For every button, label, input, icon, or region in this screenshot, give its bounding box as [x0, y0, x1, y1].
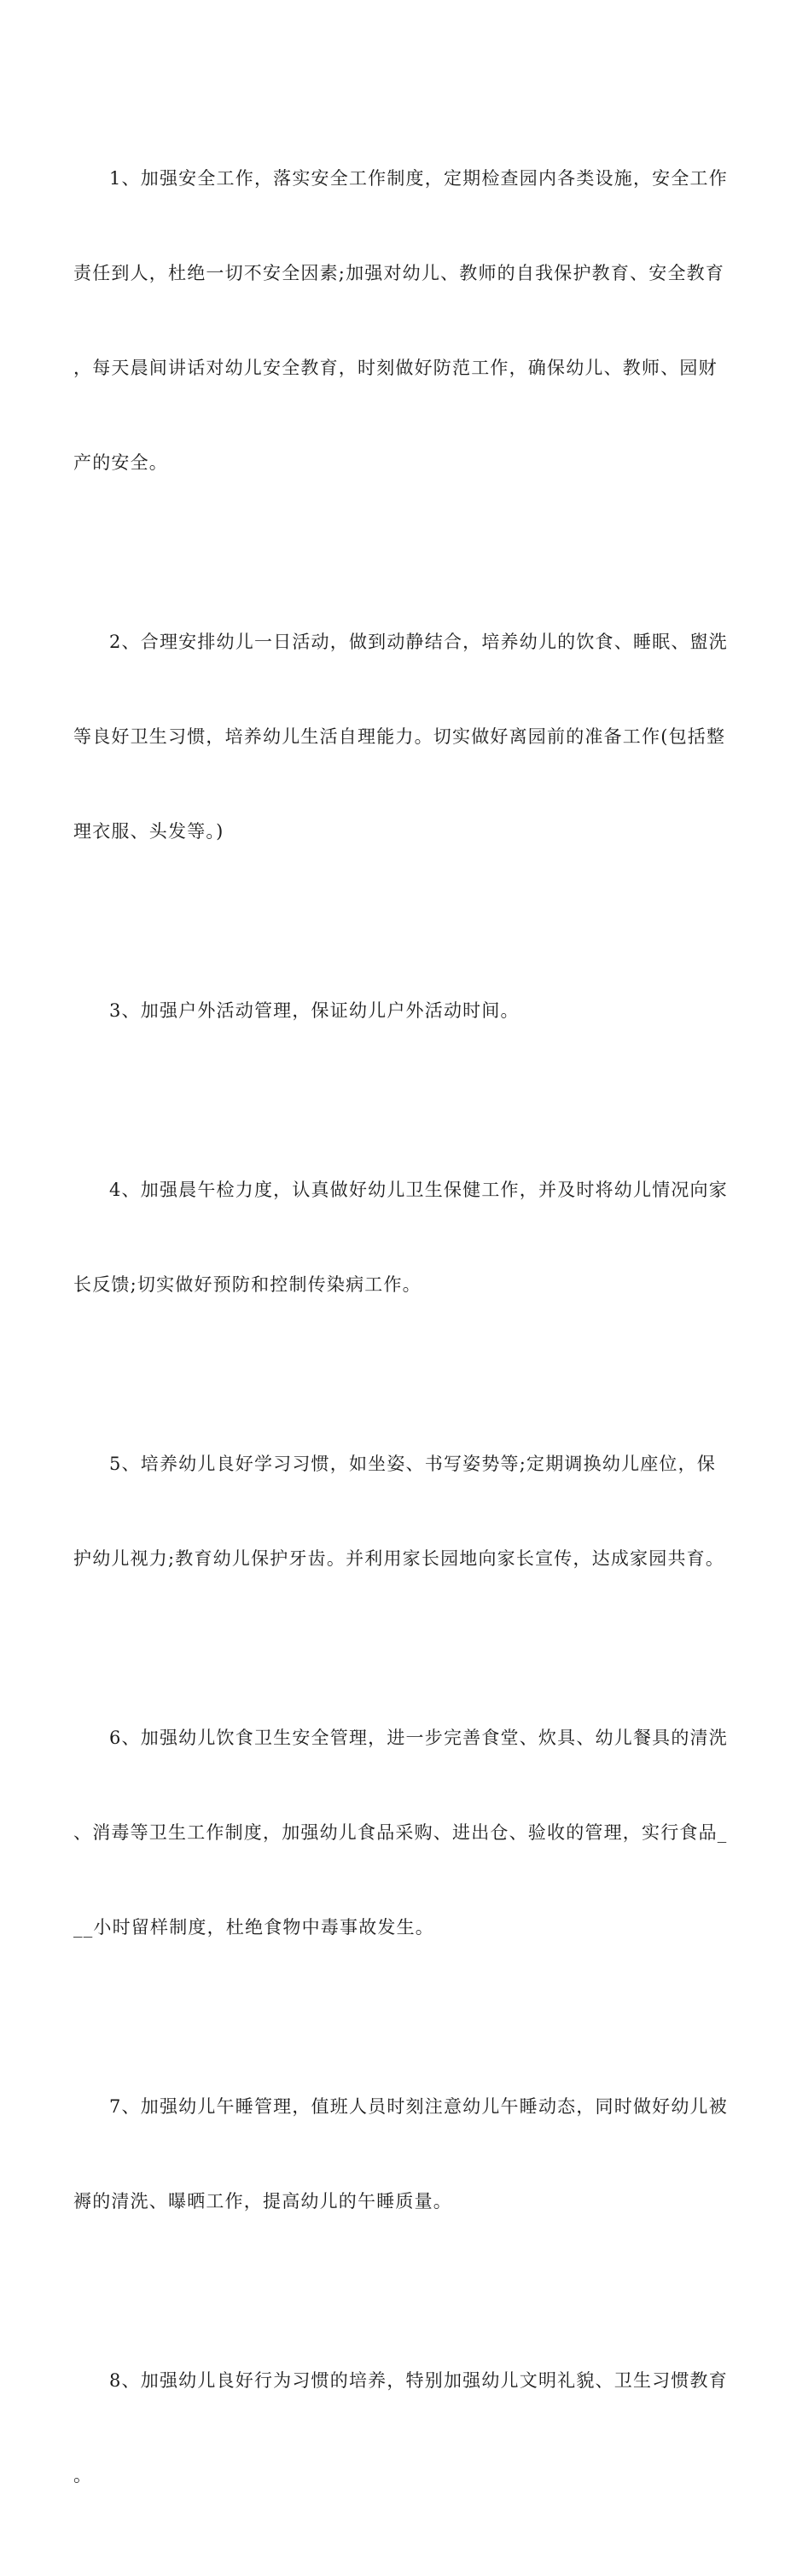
paragraph-7: [73, 2028, 728, 2281]
paragraph-line: 2、合理安排幼儿一日活动，做到动静结合，培养幼儿的饮食、睡眠、盥洗: [109, 632, 728, 652]
paragraph-line: 、消毒等卫生工作制度，加强幼儿食品采购、进出仓、验收的管理，实行食品_: [73, 1822, 728, 1843]
paragraph-6: [73, 1659, 728, 2007]
paragraph-line: 理衣服、头发等。): [73, 821, 224, 842]
paragraph-line: 护幼儿视力;教育幼儿保护牙齿。并利用家长园地向家长宣传，达成家园共育。: [73, 1548, 725, 1569]
paragraph-2: [73, 563, 728, 911]
paragraph-line: ，每天晨间讲话对幼儿安全教育，时刻做好防范工作，确保幼儿、教师、园财: [73, 358, 718, 378]
paragraph-line: 8、加强幼儿良好行为习惯的培养，特别加强幼儿文明礼貌、卫生习惯教育: [109, 2370, 728, 2391]
paragraph-4: [73, 1111, 728, 1364]
paragraph-line: 6、加强幼儿饮食卫生安全管理，进一步完善食堂、炊具、幼儿餐具的清洗: [109, 1728, 728, 1748]
paragraph-line: 责任到人，杜绝一切不安全因素;加强对幼儿、教师的自我保护教育、安全教育: [73, 263, 725, 283]
paragraph-line: 4、加强晨午检力度，认真做好幼儿卫生保健工作，并及时将幼儿情况向家: [109, 1180, 728, 1200]
paragraph-line: 产的安全。: [73, 452, 168, 473]
paragraph-3: [73, 932, 715, 1090]
paragraph-5: [73, 1385, 725, 1638]
paragraph-line: 7、加强幼儿午睡管理，值班人员时刻注意幼儿午睡动态，同时做好幼儿被: [109, 2096, 728, 2117]
paragraph-line: 。: [73, 2465, 93, 2486]
paragraph-1: [73, 100, 728, 542]
paragraph-line: __小时留样制度，杜绝食物中毒事故发生。: [73, 1917, 434, 1938]
paragraph-8: [73, 2302, 728, 2555]
paragraph-line: 3、加强户外活动管理，保证幼儿户外活动时间。: [109, 1000, 520, 1021]
paragraph-line: 等良好卫生习惯，培养幼儿生活自理能力。切实做好离园前的准备工作(包括整: [73, 726, 726, 747]
paragraph-line: 长反馈;切实做好预防和控制传染病工作。: [73, 1274, 422, 1295]
paragraph-line: 5、培养幼儿良好学习习惯，如坐姿、书写姿势等;定期调换幼儿座位，保: [109, 1454, 717, 1474]
paragraph-line: 褥的清洗、曝晒工作，提高幼儿的午睡质量。: [73, 2191, 452, 2212]
document-body: [73, 100, 728, 2576]
paragraph-line: 1、加强安全工作，落实安全工作制度，定期检查园内各类设施，安全工作: [109, 168, 728, 189]
